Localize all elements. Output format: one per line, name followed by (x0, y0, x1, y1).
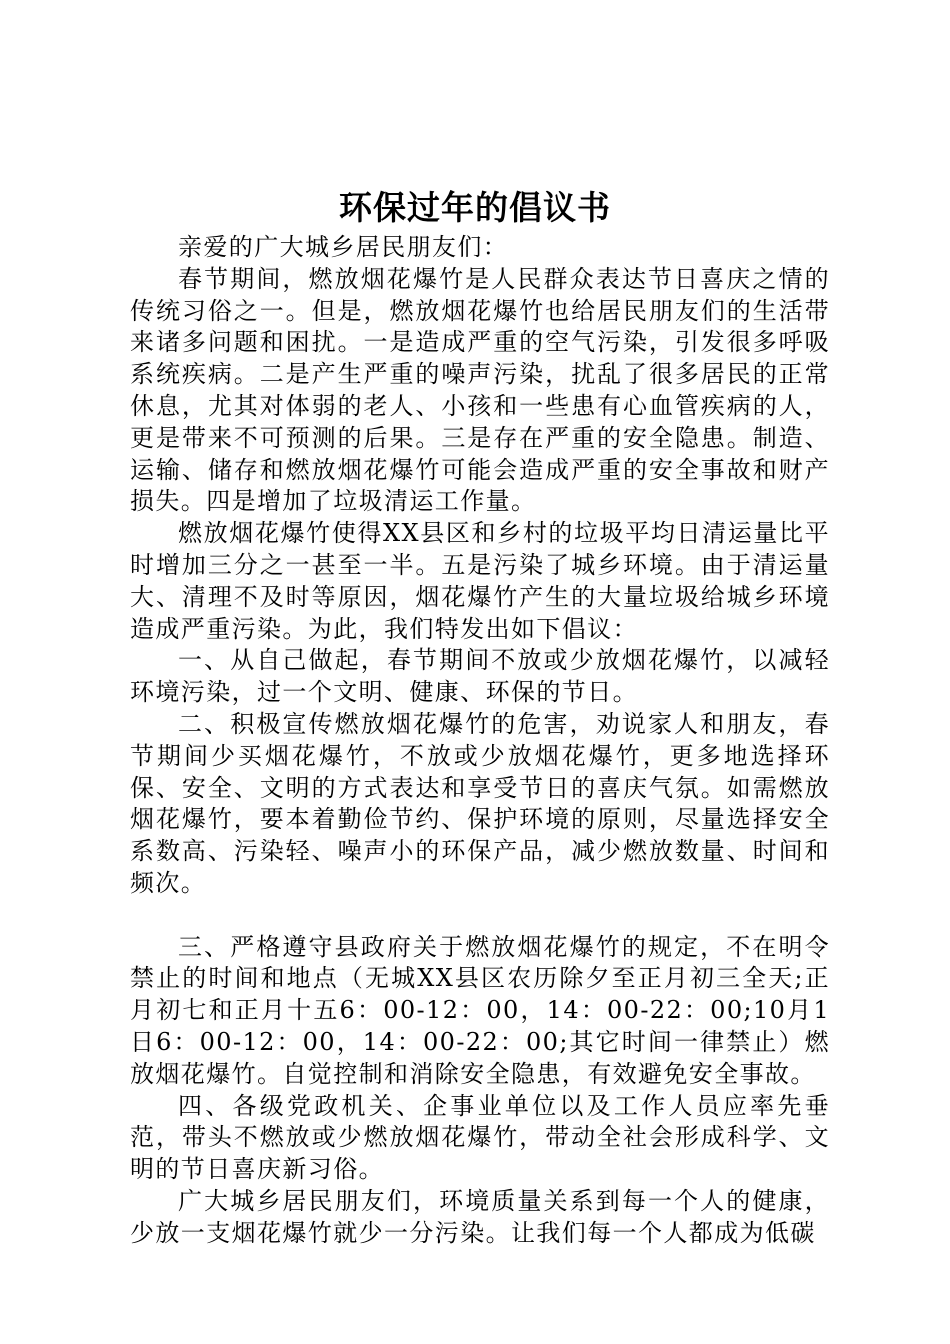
closing-paragraph: 广大城乡居民朋友们，环境质量关系到每一个人的健康，少放一支烟花爆竹就少一分污染。让我们每一个人都成为低碳 (130, 1186, 830, 1247)
paragraph-garbage: 燃放烟花爆竹使得XX县区和乡村的垃圾平均日清运量比平时增加三分之一甚至一半。五是污染了城乡环境。由于清运量大、清理不及时等原因，烟花爆竹产生的大量垃圾给城乡环境造成严重污染。为此，我们特发出如下倡议： (130, 519, 830, 643)
proposal-3: 三、严格遵守县政府关于燃放烟花爆竹的规定，不在明令禁止的时间和地点（无城XX县区农历除夕至正月初三全天;正月初七和正月十五6：00-12：00，14：00-22：00;10月1日6：00-12：00，14：00-22：00;其它时间一律禁止）燃放烟花爆竹。自觉控制和消除安全隐患，有效避免安全事故。 (130, 932, 830, 1088)
document-body (130, 232, 830, 1250)
proposal-2: 二、积极宣传燃放烟花爆竹的危害，劝说家人和朋友，春节期间少买烟花爆竹，不放或少放烟花爆竹，更多地选择环保、安全、文明的方式表达和享受节日的喜庆气氛。如需燃放烟花爆竹，要本着勤俭节约、保护环境的原则，尽量选择安全系数高、污染轻、噪声小的环保产品，减少燃放数量、时间和频次。 (130, 709, 830, 897)
salutation: 亲爱的广大城乡居民朋友们： (178, 233, 509, 261)
proposal-4: 四、各级党政机关、企事业单位以及工作人员应率先垂范，带头不燃放或少燃放烟花爆竹，带动全社会形成科学、文明的节日喜庆新习俗。 (130, 1091, 830, 1184)
paragraph-intro: 春节期间，燃放烟花爆竹是人民群众表达节日喜庆之情的传统习俗之一。但是，燃放烟花爆竹也给居民朋友们的生活带来诸多问题和困扰。一是造成严重的空气污染，引发很多呼吸系统疾病。二是产生严重的噪声污染，扰乱了很多居民的正常休息，尤其对体弱的老人、小孩和一些患有心血管疾病的人，更是带来不可预测的后果。三是存在严重的安全隐患。制造、运输、储存和燃放烟花爆竹可能会造成严重的安全事故和财产损失。四是增加了垃圾清运工作量。 (130, 264, 830, 516)
document-title: 环保过年的倡议书 (339, 188, 611, 227)
proposal-1: 一、从自己做起，春节期间不放或少放烟花爆竹，以减轻环境污染，过一个文明、健康、环保的节日。 (130, 646, 830, 707)
